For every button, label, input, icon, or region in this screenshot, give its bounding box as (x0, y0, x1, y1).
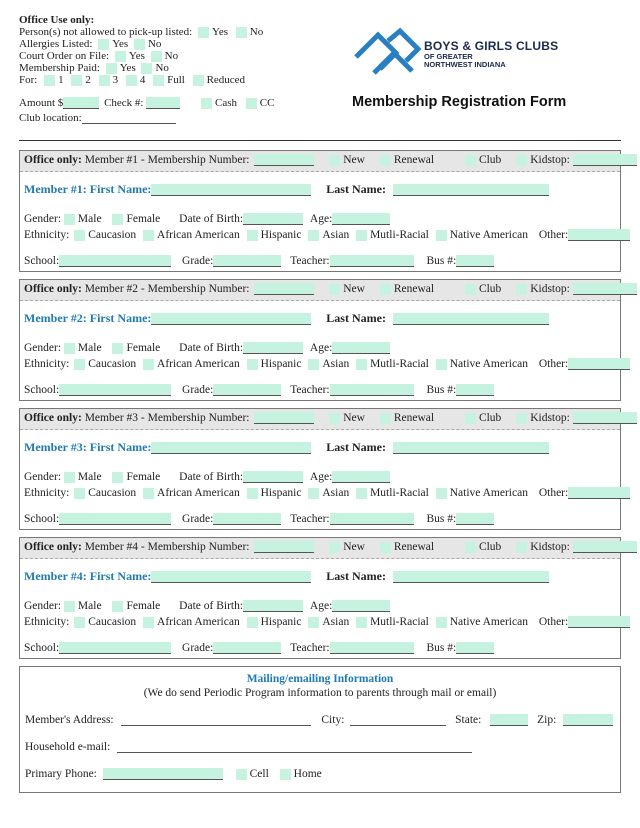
mailing-title: Mailing/emailing Information (246, 673, 394, 685)
member-2-asian-label: Asian (322, 358, 350, 370)
member-4-number-label: Member #4 - Membership Number: (84, 541, 250, 553)
member-2-new-checkbox[interactable] (329, 284, 340, 295)
member-4-school-row (24, 642, 494, 655)
member-1-bus-label: Bus #: (426, 255, 457, 267)
member-1-ethnicity-row (24, 229, 630, 242)
member-1-dob-label: Date of Birth: (179, 213, 244, 225)
pickup-no-label: No (249, 26, 264, 38)
member-2-multi-racial-label: Mutli-Racial (370, 358, 429, 370)
member-1-age-field[interactable] (332, 213, 390, 225)
for-reduced-label: Reduced (206, 74, 246, 86)
member-1-african-american-checkbox[interactable] (143, 230, 154, 241)
member-2-kidstop-label: Kidstop: (530, 283, 570, 295)
member-3-club-label: Club (478, 412, 502, 424)
member-4-ethnicity-row (24, 616, 630, 629)
member-4-asian-label: Asian (322, 616, 350, 628)
member-4-last-name-field[interactable] (393, 571, 549, 583)
for-2-label: 2 (85, 74, 91, 86)
member-1-number-field[interactable] (254, 154, 314, 166)
member-4-native-american-label: Native American (449, 616, 528, 628)
member-2-section (19, 279, 621, 401)
member-3-club-checkbox[interactable] (465, 413, 476, 424)
member-3-asian-checkbox[interactable] (308, 488, 319, 499)
member-2-grade-label: Grade: (182, 384, 214, 396)
member-4-age-label: Age: (309, 600, 333, 612)
member-2-first-name-field[interactable] (151, 313, 311, 325)
for-reduced-checkbox[interactable] (193, 75, 204, 86)
member-4-school-label: School: (24, 642, 60, 654)
paid-no-label: No (155, 62, 169, 74)
member-4-african-american-checkbox[interactable] (143, 617, 154, 628)
member-4-age-field[interactable] (332, 600, 390, 612)
member-1-office-label: Office only: (24, 154, 82, 166)
member-3-female-checkbox[interactable] (112, 472, 123, 483)
member-4-renewal-label: Renewal (393, 541, 435, 553)
member-4-bus-field[interactable] (456, 642, 494, 654)
allergies-row (19, 38, 319, 50)
member-2-grade-field[interactable] (213, 384, 281, 396)
member-1-dob-field[interactable] (243, 213, 303, 225)
member-4-new-label: New (343, 541, 365, 553)
member-3-school-field[interactable] (59, 513, 171, 525)
member-1-office-row (24, 154, 637, 167)
member-1-school-label: School: (24, 255, 60, 267)
member-1-other-label: Other: (538, 229, 569, 241)
member-2-ethnicity-row (24, 358, 630, 371)
allergies-yes-label: Yes (112, 38, 129, 50)
member-2-bus-label: Bus #: (426, 384, 457, 396)
member-4-gender-row (24, 600, 390, 613)
address-row (25, 714, 613, 727)
member-4-gender-label: Gender: (24, 600, 62, 612)
member-4-bus-label: Bus #: (426, 642, 457, 654)
mailing-section (19, 666, 621, 793)
member-1-new-label: New (343, 154, 365, 166)
member-2-last-name-field[interactable] (393, 313, 549, 325)
member-2-office-row (24, 283, 637, 296)
member-3-new-checkbox[interactable] (329, 413, 340, 424)
member-2-gender-label: Gender: (24, 342, 62, 354)
member-4-last-name-label: Last Name: (326, 569, 386, 583)
member-2-office-label: Office only: (24, 283, 82, 295)
member-2-hispanic-label: Hispanic (260, 358, 302, 370)
member-3-ethnicity-row (24, 487, 630, 500)
member-2-club-label: Club (478, 283, 502, 295)
member-3-bus-field[interactable] (456, 513, 494, 525)
member-4-asian-checkbox[interactable] (308, 617, 319, 628)
member-1-teacher-field[interactable] (330, 255, 414, 267)
member-3-school-row (24, 513, 494, 526)
state-label: State: (455, 714, 482, 726)
member-3-kidstop-field[interactable] (573, 412, 637, 424)
member-1-name-row (24, 183, 549, 197)
member-2-other-label: Other: (538, 358, 569, 370)
member-3-kidstop-label: Kidstop: (530, 412, 570, 424)
cell-label: Cell (249, 768, 269, 780)
member-2-african-american-checkbox[interactable] (143, 359, 154, 370)
member-2-ethnicity-label: Ethnicity: (24, 358, 70, 370)
member-1-native-american-checkbox[interactable] (436, 230, 447, 241)
member-3-multi-racial-checkbox[interactable] (356, 488, 367, 499)
member-3-hispanic-checkbox[interactable] (247, 488, 258, 499)
club-location-field[interactable] (82, 112, 176, 124)
paid-yes-checkbox[interactable] (106, 63, 117, 74)
member-1-club-label: Club (478, 154, 502, 166)
member-1-caucasion-checkbox[interactable] (74, 230, 85, 241)
member-2-teacher-label: Teacher: (290, 384, 330, 396)
member-1-first-name-label: Member #1: First Name: (24, 182, 152, 196)
member-2-renewal-checkbox[interactable] (380, 284, 391, 295)
member-1-male-label: Male (77, 213, 102, 225)
member-3-first-name-field[interactable] (151, 442, 311, 454)
member-3-other-field[interactable] (568, 487, 630, 499)
city-label: City: (321, 714, 345, 726)
member-1-hispanic-label: Hispanic (260, 229, 302, 241)
member-2-male-checkbox[interactable] (64, 343, 75, 354)
member-3-age-label: Age: (309, 471, 333, 483)
member-4-male-label: Male (77, 600, 102, 612)
member-1-age-label: Age: (309, 213, 333, 225)
member-4-kidstop-field[interactable] (573, 541, 637, 553)
member-2-school-label: School: (24, 384, 60, 396)
pickup-row (19, 26, 319, 38)
phone-label: Primary Phone: (25, 768, 97, 780)
state-field[interactable] (490, 714, 528, 726)
member-4-first-name-label: Member #4: First Name: (24, 569, 152, 583)
member-1-multi-racial-checkbox[interactable] (356, 230, 367, 241)
member-3-teacher-label: Teacher: (290, 513, 330, 525)
member-3-grade-field[interactable] (213, 513, 281, 525)
member-2-teacher-field[interactable] (330, 384, 414, 396)
form-title: Membership Registration Form (352, 94, 567, 110)
office-use-section (19, 14, 319, 124)
member-3-african-american-checkbox[interactable] (143, 488, 154, 499)
member-2-other-field[interactable] (568, 358, 630, 370)
member-2-age-field[interactable] (332, 342, 390, 354)
member-1-teacher-label: Teacher: (290, 255, 330, 267)
member-2-renewal-label: Renewal (393, 283, 435, 295)
member-3-age-field[interactable] (332, 471, 390, 483)
member-1-male-checkbox[interactable] (64, 214, 75, 225)
court-yes-label: Yes (128, 50, 145, 62)
member-4-grade-field[interactable] (213, 642, 281, 654)
member-3-first-name-label: Member #3: First Name: (24, 440, 152, 454)
member-4-kidstop-label: Kidstop: (530, 541, 570, 553)
member-1-school-row (24, 255, 494, 268)
member-2-number-field[interactable] (254, 283, 314, 295)
member-3-section (19, 408, 621, 530)
zip-field[interactable] (563, 714, 613, 726)
court-no-label: No (164, 50, 179, 62)
member-1-female-checkbox[interactable] (112, 214, 123, 225)
paid-no-checkbox[interactable] (141, 63, 152, 74)
bgc-logo-icon (352, 27, 422, 83)
for-3-label: 3 (112, 74, 119, 86)
home-checkbox[interactable] (280, 769, 291, 780)
for-2-checkbox[interactable] (71, 75, 82, 86)
pickup-yes-checkbox[interactable] (198, 27, 209, 38)
member-4-kidstop-checkbox[interactable] (516, 542, 527, 553)
member-4-first-name-field[interactable] (151, 571, 311, 583)
member-1-asian-checkbox[interactable] (308, 230, 319, 241)
header-divider (19, 140, 621, 141)
member-3-school-label: School: (24, 513, 60, 525)
member-3-bus-label: Bus #: (426, 513, 457, 525)
member-2-multi-racial-checkbox[interactable] (356, 359, 367, 370)
membership-paid-row (19, 62, 319, 74)
allergies-no-label: No (147, 38, 162, 50)
member-1-number-label: Member #1 - Membership Number: (84, 154, 250, 166)
member-2-school-field[interactable] (59, 384, 171, 396)
member-1-gender-row (24, 213, 390, 226)
member-2-caucasion-label: Caucasion (88, 358, 137, 370)
for-1-label: 1 (58, 74, 64, 86)
payment-row (19, 97, 319, 109)
member-4-school-field[interactable] (59, 642, 171, 654)
court-no-checkbox[interactable] (151, 51, 162, 62)
member-4-office-label: Office only: (24, 541, 82, 553)
member-2-first-name-label: Member #2: First Name: (24, 311, 152, 325)
for-label: For: (19, 74, 38, 86)
for-4-label: 4 (139, 74, 146, 86)
member-3-gender-label: Gender: (24, 471, 62, 483)
member-3-male-checkbox[interactable] (64, 472, 75, 483)
for-full-checkbox[interactable] (153, 75, 164, 86)
member-3-dob-field[interactable] (243, 471, 303, 483)
member-3-kidstop-checkbox[interactable] (516, 413, 527, 424)
member-1-new-checkbox[interactable] (329, 155, 340, 166)
member-2-new-label: New (343, 283, 365, 295)
member-1-last-name-label: Last Name: (326, 182, 386, 196)
cc-checkbox[interactable] (246, 98, 257, 109)
member-3-last-name-field[interactable] (393, 442, 549, 454)
member-4-hispanic-label: Hispanic (260, 616, 302, 628)
cash-label: Cash (214, 97, 237, 109)
member-4-hispanic-checkbox[interactable] (247, 617, 258, 628)
email-row (25, 741, 472, 754)
member-3-gender-row (24, 471, 390, 484)
club-location-row (19, 112, 319, 124)
member-4-number-field[interactable] (254, 541, 314, 553)
member-2-name-row (24, 312, 549, 326)
zip-label: Zip: (537, 714, 557, 726)
member-1-kidstop-label: Kidstop: (530, 154, 570, 166)
member-3-new-label: New (343, 412, 365, 424)
member-4-multi-racial-checkbox[interactable] (356, 617, 367, 628)
logo-line-3: NORTHWEST INDIANA (424, 60, 506, 69)
member-3-renewal-label: Renewal (393, 412, 435, 424)
member-1-caucasion-label: Caucasion (88, 229, 137, 241)
member-3-native-american-checkbox[interactable] (436, 488, 447, 499)
member-2-bus-field[interactable] (456, 384, 494, 396)
member-4-name-row (24, 570, 549, 584)
member-4-female-checkbox[interactable] (112, 601, 123, 612)
member-4-african-american-label: African American (157, 616, 240, 628)
check-label: Check #: (104, 97, 144, 109)
for-full-label: Full (167, 74, 185, 86)
member-2-native-american-label: Native American (449, 358, 528, 370)
paid-yes-label: Yes (119, 62, 136, 74)
member-2-caucasion-checkbox[interactable] (74, 359, 85, 370)
member-3-renewal-checkbox[interactable] (380, 413, 391, 424)
bgc-logo-text (424, 39, 558, 69)
member-4-dob-label: Date of Birth: (179, 600, 244, 612)
address-label: Member's Address: (25, 714, 114, 726)
member-1-renewal-label: Renewal (393, 154, 435, 166)
member-4-other-label: Other: (538, 616, 569, 628)
mailing-subtitle: (We do send Periodic Program information to parents through mail or email) (143, 687, 497, 699)
club-location-label: Club location: (19, 112, 82, 124)
logo-line-2: OF GREATER (424, 52, 473, 61)
member-1-first-name-field[interactable] (151, 184, 311, 196)
member-2-age-label: Age: (309, 342, 333, 354)
cell-checkbox[interactable] (236, 769, 247, 780)
member-4-other-field[interactable] (568, 616, 630, 628)
member-2-dob-label: Date of Birth: (179, 342, 244, 354)
member-1-asian-label: Asian (322, 229, 350, 241)
member-3-grade-label: Grade: (182, 513, 214, 525)
pickup-label: Person(s) not allowed to pick-up listed: (19, 26, 193, 38)
member-2-african-american-label: African American (157, 358, 240, 370)
member-1-other-field[interactable] (568, 229, 630, 241)
member-3-number-field[interactable] (254, 412, 314, 424)
member-4-teacher-label: Teacher: (290, 642, 330, 654)
member-1-african-american-label: African American (157, 229, 240, 241)
member-1-ethnicity-label: Ethnicity: (24, 229, 70, 241)
member-2-last-name-label: Last Name: (326, 311, 386, 325)
member-3-last-name-label: Last Name: (326, 440, 386, 454)
member-2-male-label: Male (77, 342, 102, 354)
member-1-bus-field[interactable] (456, 255, 494, 267)
allergies-yes-checkbox[interactable] (98, 39, 109, 50)
member-2-number-label: Member #2 - Membership Number: (84, 283, 250, 295)
court-yes-checkbox[interactable] (115, 51, 126, 62)
member-3-caucasion-label: Caucasion (88, 487, 137, 499)
pickup-yes-label: Yes (211, 26, 228, 38)
member-4-new-checkbox[interactable] (329, 542, 340, 553)
member-1-last-name-field[interactable] (393, 184, 549, 196)
member-2-dob-field[interactable] (243, 342, 303, 354)
amount-field[interactable] (63, 97, 99, 109)
member-2-kidstop-checkbox[interactable] (516, 284, 527, 295)
member-1-native-american-label: Native American (449, 229, 528, 241)
member-3-asian-label: Asian (322, 487, 350, 499)
member-4-teacher-field[interactable] (330, 642, 414, 654)
member-4-female-label: Female (126, 600, 161, 612)
member-1-grade-field[interactable] (213, 255, 281, 267)
member-2-school-row (24, 384, 494, 397)
member-3-female-label: Female (126, 471, 161, 483)
member-4-section (19, 537, 621, 659)
office-use-title: Office Use only: (19, 14, 95, 26)
member-4-office-row (24, 541, 637, 554)
email-label: Household e-mail: (25, 741, 111, 753)
member-3-native-american-label: Native American (449, 487, 528, 499)
member-4-native-american-checkbox[interactable] (436, 617, 447, 628)
member-2-kidstop-field[interactable] (573, 283, 637, 295)
member-3-office-row (24, 412, 637, 425)
member-3-african-american-label: African American (157, 487, 240, 499)
member-3-ethnicity-label: Ethnicity: (24, 487, 70, 499)
member-4-dob-field[interactable] (243, 600, 303, 612)
member-1-grade-label: Grade: (182, 255, 214, 267)
member-4-renewal-checkbox[interactable] (380, 542, 391, 553)
member-2-gender-row (24, 342, 390, 355)
member-3-office-label: Office only: (24, 412, 82, 424)
member-2-hispanic-checkbox[interactable] (247, 359, 258, 370)
member-4-grade-label: Grade: (182, 642, 214, 654)
email-field[interactable] (117, 741, 472, 753)
member-4-club-checkbox[interactable] (465, 542, 476, 553)
member-3-teacher-field[interactable] (330, 513, 414, 525)
logo-line-1: BOYS & GIRLS CLUBS (424, 39, 559, 53)
for-1-checkbox[interactable] (44, 75, 55, 86)
member-1-club-checkbox[interactable] (465, 155, 476, 166)
for-row (19, 74, 319, 86)
member-3-multi-racial-label: Mutli-Racial (370, 487, 429, 499)
member-1-kidstop-field[interactable] (573, 154, 637, 166)
member-1-hispanic-checkbox[interactable] (247, 230, 258, 241)
member-1-kidstop-checkbox[interactable] (516, 155, 527, 166)
membership-paid-label: Membership Paid: (19, 62, 100, 74)
member-2-female-checkbox[interactable] (112, 343, 123, 354)
for-4-checkbox[interactable] (126, 75, 137, 86)
member-2-female-label: Female (126, 342, 161, 354)
city-field[interactable] (350, 714, 446, 726)
member-4-club-label: Club (478, 541, 502, 553)
allergies-label: Allergies Listed: (19, 38, 93, 50)
phone-row (25, 768, 322, 781)
member-4-multi-racial-label: Mutli-Racial (370, 616, 429, 628)
member-1-gender-label: Gender: (24, 213, 62, 225)
member-1-section (19, 150, 621, 272)
member-1-school-field[interactable] (59, 255, 171, 267)
member-4-caucasion-label: Caucasion (88, 616, 137, 628)
allergies-no-checkbox[interactable] (134, 39, 145, 50)
pickup-no-checkbox[interactable] (236, 27, 247, 38)
address-field[interactable] (121, 714, 311, 726)
cc-label: CC (259, 97, 275, 109)
member-3-other-label: Other: (538, 487, 569, 499)
court-order-label: Court Order on File: (19, 50, 110, 62)
member-3-name-row (24, 441, 549, 455)
member-4-male-checkbox[interactable] (64, 601, 75, 612)
for-3-checkbox[interactable] (99, 75, 110, 86)
member-3-hispanic-label: Hispanic (260, 487, 302, 499)
member-2-club-checkbox[interactable] (465, 284, 476, 295)
member-1-female-label: Female (126, 213, 161, 225)
court-order-row (19, 50, 319, 62)
member-2-native-american-checkbox[interactable] (436, 359, 447, 370)
member-4-ethnicity-label: Ethnicity: (24, 616, 70, 628)
phone-field[interactable] (103, 768, 223, 780)
member-3-caucasion-checkbox[interactable] (74, 488, 85, 499)
member-1-multi-racial-label: Mutli-Racial (370, 229, 429, 241)
member-2-asian-checkbox[interactable] (308, 359, 319, 370)
amount-label: Amount $ (19, 97, 64, 109)
member-3-number-label: Member #3 - Membership Number: (84, 412, 250, 424)
home-label: Home (293, 768, 322, 780)
bgc-logo (352, 27, 622, 87)
member-3-dob-label: Date of Birth: (179, 471, 244, 483)
cash-checkbox[interactable] (201, 98, 212, 109)
member-3-male-label: Male (77, 471, 102, 483)
member-4-caucasion-checkbox[interactable] (74, 617, 85, 628)
member-1-renewal-checkbox[interactable] (380, 155, 391, 166)
check-number-field[interactable] (146, 97, 180, 109)
